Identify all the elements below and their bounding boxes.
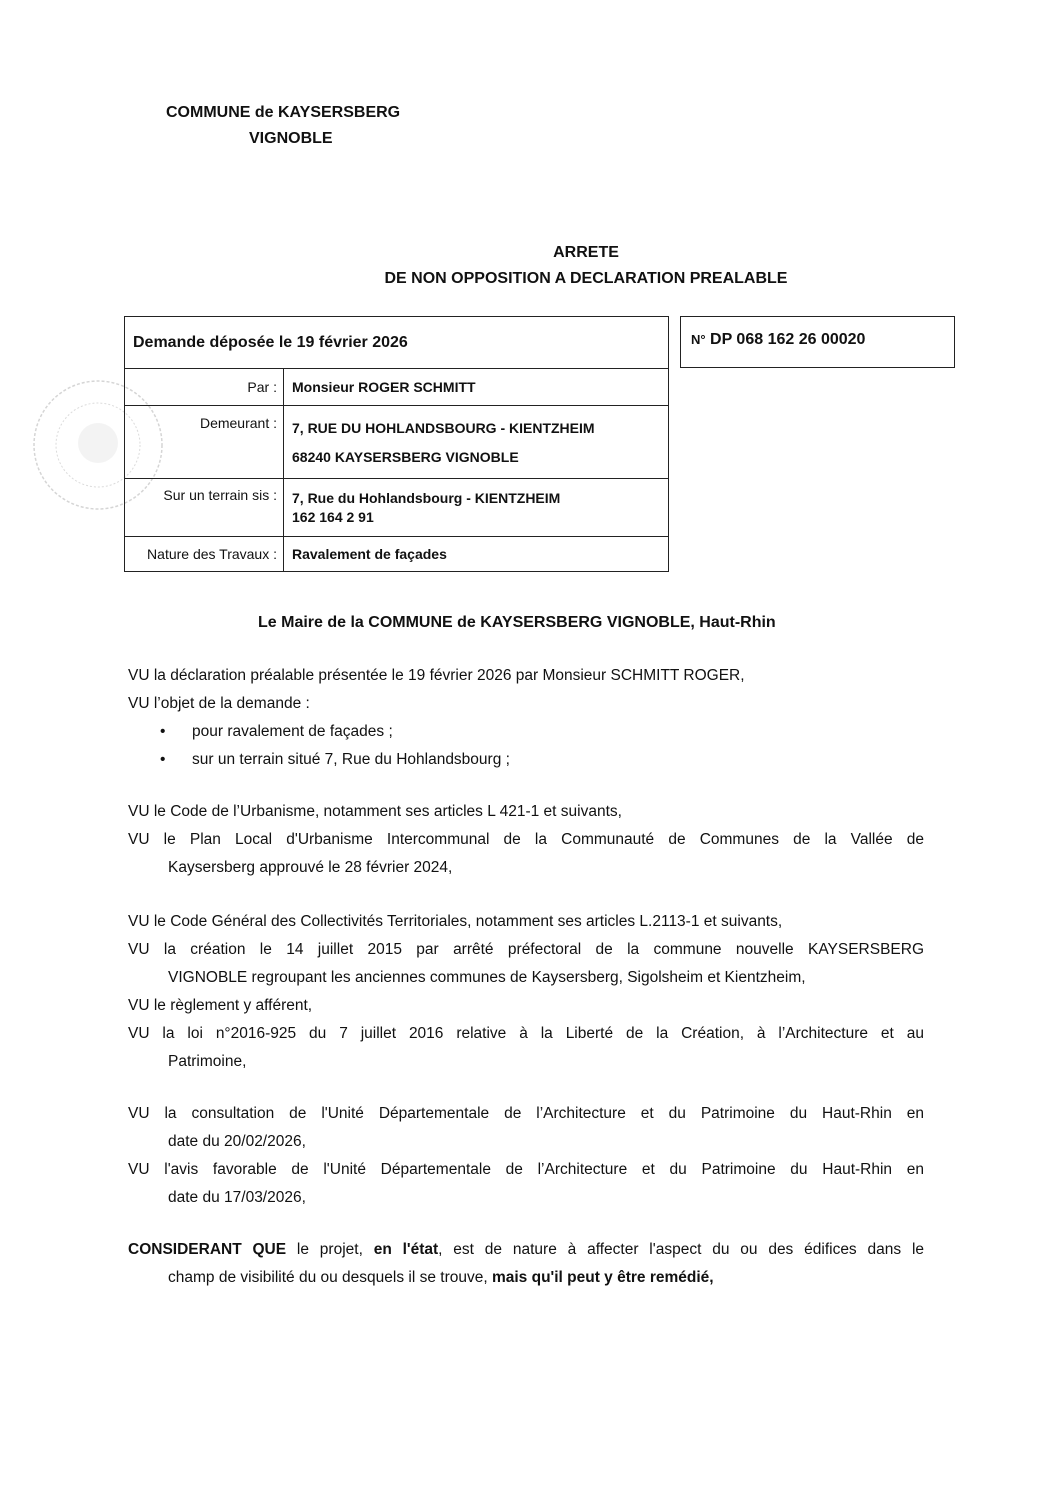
vu-block-2 [128, 798, 924, 882]
table-row-nature [125, 537, 669, 572]
considerant-line1: CONSIDERANT QUE le projet, en l'état, est de nature à affecter l'aspect du ou des édifices dans le [128, 1241, 925, 1258]
vu-block-1 [128, 662, 924, 718]
bullet-icon: • [160, 723, 166, 740]
vu-consultation: VU la consultation de l'Unité Départementale de l’Architecture et du Patrimoine du Haut-Rhin en [128, 1105, 924, 1122]
vu-plui: VU le Plan Local d'Urbanisme Intercommunal de la Communauté de Communes de la Vallée de [128, 831, 924, 848]
vu-reglement: VU le règlement y afférent, [128, 997, 313, 1014]
vu-code-urbanisme: VU le Code de l’Urbanisme, notamment ses articles L 421-1 et suivants, [128, 803, 622, 820]
vu-declaration: VU la déclaration préalable présentée le 19 février 2026 par Monsieur SCHMITT ROGER, [128, 667, 745, 684]
bullet-item: • pour ravalement de façades ; [160, 718, 510, 746]
address-line2: 68240 KAYSERSBERG VIGNOBLE [292, 449, 519, 465]
vu-consultation-date: date du 20/02/2026, [168, 1133, 306, 1150]
objet-bullet-list [160, 718, 510, 774]
dp-number-box [680, 316, 955, 368]
table-row-terrain [125, 479, 669, 537]
vu-plui-cont: Kaysersberg approuvé le 28 février 2024, [168, 859, 453, 876]
bullet-icon: • [160, 751, 166, 768]
vu-avis-date: date du 17/03/2026, [168, 1189, 306, 1206]
row-label: Sur un terrain sis : [125, 479, 284, 537]
request-table [124, 316, 669, 572]
vu-avis: VU l'avis favorable de l'Unité Départementale de l’Architecture et du Patrimoine du Haut-Rhin en [128, 1161, 924, 1178]
commune-name-line2: VIGNOBLE [249, 130, 333, 147]
commune-name-line1: COMMUNE de KAYSERSBERG [166, 104, 401, 121]
considerant-line2: champ de visibilité du ou desquels il se trouve, mais qu'il peut y être remédié, [168, 1269, 714, 1286]
terrain-address: 7, Rue du Hohlandsbourg - KIENTZHEIM [292, 489, 561, 506]
address-line1: 7, RUE DU HOHLANDSBOURG - KIENTZHEIM [292, 420, 595, 436]
considerant-block [128, 1236, 924, 1292]
vu-loi: VU la loi n°2016-925 du 7 juillet 2016 relative à la Liberté de la Création, à l’Architecture et au [128, 1025, 924, 1042]
table-row-demeurant [125, 406, 669, 479]
bullet-item: • sur un terrain situé 7, Rue du Hohlandsbourg ; [160, 746, 510, 774]
table-row-par [125, 369, 669, 406]
vu-block-3 [128, 908, 924, 1076]
deposit-date: Demande déposée le 19 février 2026 [125, 317, 669, 369]
document-subtitle: DE NON OPPOSITION A DECLARATION PREALABLE [384, 270, 788, 287]
vu-loi-cont: Patrimoine, [168, 1053, 247, 1070]
row-label: Demeurant : [125, 406, 284, 479]
maire-heading: Le Maire de la COMMUNE de KAYSERSBERG VIGNOBLE, Haut-Rhin [258, 614, 776, 631]
row-label: Nature des Travaux : [125, 537, 284, 572]
dp-prefix: N° [691, 332, 706, 347]
vu-creation: VU la création le 14 juillet 2015 par arrêté préfectoral de la commune nouvelle KAYSERSBERG [128, 941, 924, 958]
terrain-parcel: 162 164 2 91 [292, 508, 374, 525]
document-title: ARRETE [553, 244, 619, 261]
vu-creation-cont: VIGNOBLE regroupant les anciennes communes de Kaysersberg, Sigolsheim et Kientzheim, [168, 969, 806, 986]
applicant-name: Monsieur ROGER SCHMITT [284, 369, 669, 406]
vu-objet: VU l’objet de la demande : [128, 695, 310, 712]
dp-number: DP 068 162 26 00020 [710, 331, 866, 348]
row-label: Par : [125, 369, 284, 406]
vu-cgct: VU le Code Général des Collectivités Territoriales, notamment ses articles L.2113-1 et suivants, [128, 913, 783, 930]
vu-block-4 [128, 1100, 924, 1212]
works-nature: Ravalement de façades [284, 537, 669, 572]
